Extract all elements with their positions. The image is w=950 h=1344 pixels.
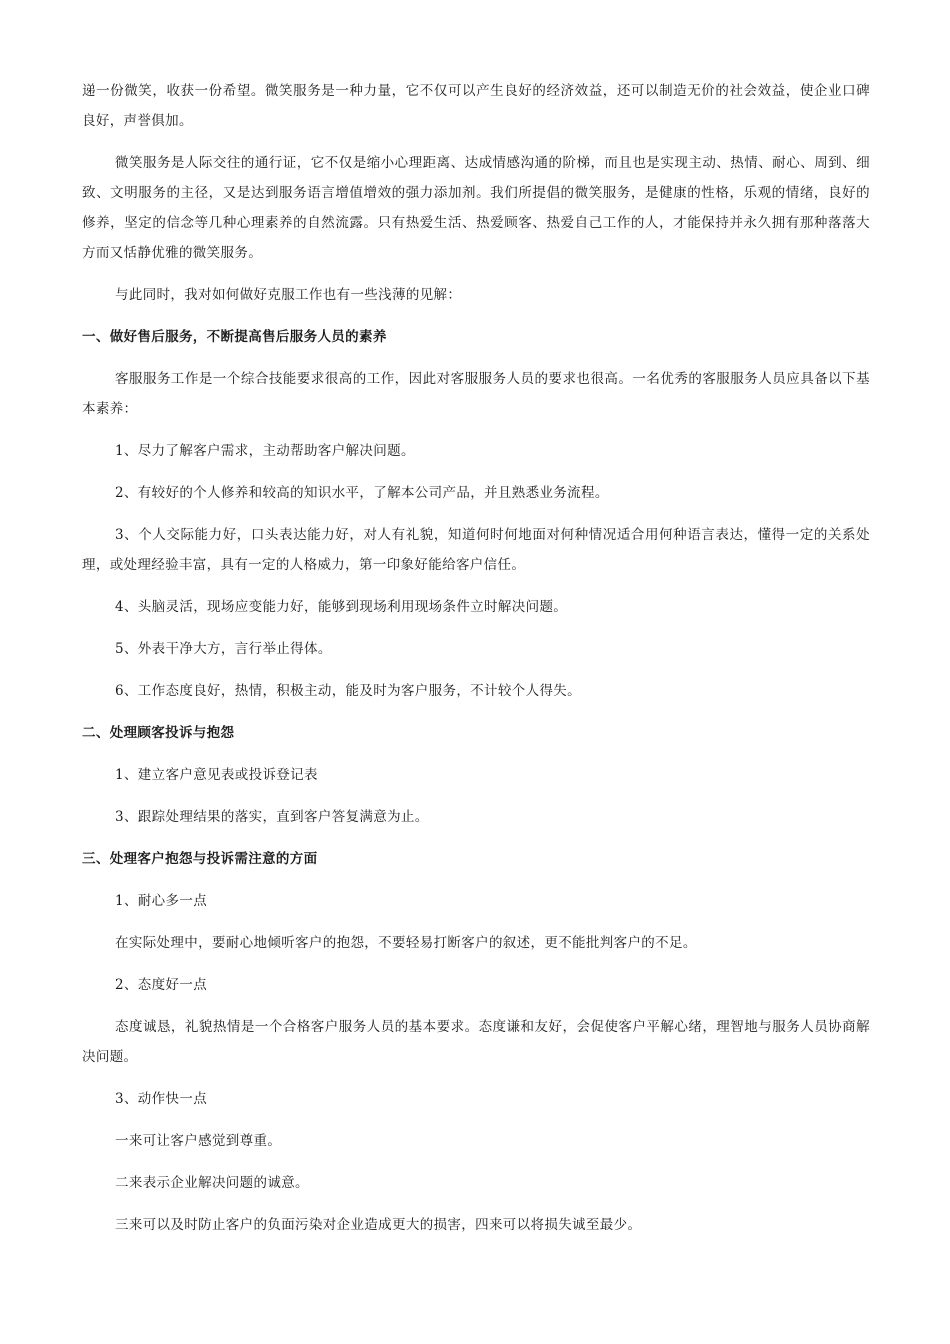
section-3-point-3-title: 3、动作快一点 xyxy=(115,1091,208,1107)
section-3-point-3-line-2: 二来表示企业解决问题的诚意。 xyxy=(115,1175,309,1191)
section-3-point-3-line-3: 三来可以及时防止客户的负面污染对企业造成更大的损害，四来可以将损失诚至最少。 xyxy=(115,1217,642,1233)
section-3-point-2-title: 2、态度好一点 xyxy=(115,977,208,993)
section-1-heading: 一、做好售后服务，不断提高售后服务人员的素养 xyxy=(82,329,387,345)
section-1-item-4: 4、头脑灵活，现场应变能力好，能够到现场利用现场条件立时解决问题。 xyxy=(115,599,568,615)
section-1-item-5: 5、外表干净大方，言行举止得体。 xyxy=(115,641,332,657)
section-3-point-1-title: 1、耐心多一点 xyxy=(115,893,208,909)
section-1-item-1: 1、尽力了解客户需求，主动帮助客户解决问题。 xyxy=(115,443,415,459)
section-3-point-1-text: 在实际处理中，要耐心地倾听客户的抱怨，不要轻易打断客户的叙述，更不能批判客户的不足。 xyxy=(115,935,697,951)
section-1-item-3: 3、个人交际能力好，口头表达能力好，对人有礼貌，知道何时何地面对何种情况适合用何种语言表达，懂得一定的关系处理，或处理经验丰富，具有一定的人格威力，第一印象好能给客户信任。 xyxy=(82,527,870,573)
section-1-item-6: 6、工作态度良好，热情，积极主动，能及时为客户服务，不计较个人得失。 xyxy=(115,683,581,699)
section-2-heading: 二、处理顾客投诉与抱怨 xyxy=(82,725,235,741)
section-2-item-1: 1、建立客户意见表或投诉登记表 xyxy=(115,767,318,783)
paragraph-1: 递一份微笑，收获一份希望。微笑服务是一种力量，它不仅可以产生良好的经济效益，还可以制造无价的社会效益，使企业口碑良好，声誉俱加。 xyxy=(82,83,870,129)
section-2-item-3: 3、跟踪处理结果的落实，直到客户答复满意为止。 xyxy=(115,809,429,825)
paragraph-3: 与此同时，我对如何做好克服工作也有一些浅薄的见解： xyxy=(115,287,462,303)
section-1-item-2: 2、有较好的个人修养和较高的知识水平，了解本公司产品，并且熟悉业务流程。 xyxy=(115,485,609,501)
section-3-point-2-text: 态度诚恳，礼貌热情是一个合格客户服务人员的基本要求。态度谦和友好，会促使客户平解心绪，理智地与服务人员协商解决问题。 xyxy=(82,1019,870,1065)
document-page xyxy=(82,76,870,1252)
section-3-point-3-line-1: 一来可让客户感觉到尊重。 xyxy=(115,1133,282,1149)
section-3-heading: 三、处理客户抱怨与投诉需注意的方面 xyxy=(82,851,318,867)
paragraph-2: 微笑服务是人际交往的通行证，它不仅是缩小心理距离、达成情感沟通的阶梯，而且也是实现主动、热情、耐心、周到、细致、文明服务的主径，又是达到服务语言增值增效的强力添加剂。我们所提倡的微笑服务，是健康的性格，乐观的情绪，良好的修养，坚定的信念等几种心理素养的自然流露。只有热爱生活、热爱顾客、热爱自己工作的人，才能保持并永久拥有那种落落大方而又恬静优雅的微笑服务。 xyxy=(82,155,870,261)
section-1-intro: 客服服务工作是一个综合技能要求很高的工作，因此对客服服务人员的要求也很高。一名优秀的客服服务人员应具备以下基本素养： xyxy=(82,371,870,417)
